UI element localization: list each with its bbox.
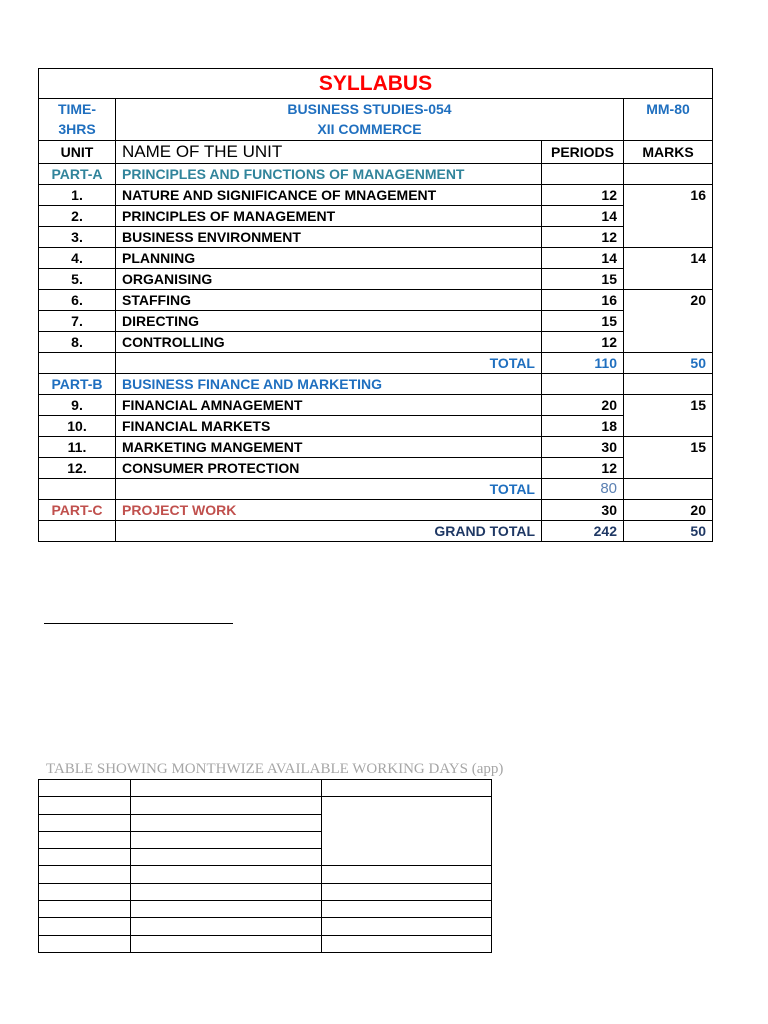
total-periods: 110 bbox=[542, 353, 624, 374]
part-a-row bbox=[39, 164, 713, 185]
total-periods: 80 bbox=[542, 479, 624, 500]
syllabus-table bbox=[38, 68, 713, 542]
table-row: 12. CONSUMER PROTECTION 12 bbox=[39, 458, 713, 479]
part-c-row bbox=[39, 500, 713, 521]
part-label: PART-A bbox=[39, 164, 116, 185]
total-marks: 50 bbox=[624, 353, 713, 374]
header-unit: UNIT bbox=[39, 141, 116, 164]
table-row bbox=[39, 935, 492, 952]
part-title: PRINCIPLES AND FUNCTIONS OF MANAGENMENT bbox=[116, 164, 542, 185]
table-row: 11. MARKETING MANGEMENT 30 15 bbox=[39, 437, 713, 458]
table-row bbox=[39, 866, 492, 883]
grand-total-periods: 242 bbox=[542, 521, 624, 542]
table-row: 10. FINANCIAL MARKETS 18 bbox=[39, 416, 713, 437]
table-row bbox=[39, 797, 492, 814]
grand-total-row bbox=[39, 521, 713, 542]
table-row: 2. PRINCIPLES OF MANAGEMENT 14 bbox=[39, 206, 713, 227]
max-marks: MM-80 bbox=[624, 99, 713, 141]
part-label: PART-C bbox=[39, 500, 116, 521]
table-row: 6. STAFFING 16 20 bbox=[39, 290, 713, 311]
table-row: 7. DIRECTING 15 bbox=[39, 311, 713, 332]
table-row: 5. ORGANISING 15 bbox=[39, 269, 713, 290]
total-label: TOTAL bbox=[116, 479, 542, 500]
part-title: PROJECT WORK bbox=[116, 500, 542, 521]
marks-group: 20 bbox=[624, 290, 713, 353]
marks-group: 16 bbox=[624, 185, 713, 248]
syllabus-title: SYLLABUS bbox=[39, 69, 713, 99]
part-marks: 20 bbox=[624, 500, 713, 521]
footnote-rule bbox=[44, 623, 233, 624]
part-title: BUSINESS FINANCE AND MARKETING bbox=[116, 374, 542, 395]
total-label: TOTAL bbox=[116, 353, 542, 374]
grand-total-marks: 50 bbox=[624, 521, 713, 542]
table-row bbox=[39, 883, 492, 900]
marks-group: 15 bbox=[624, 395, 713, 437]
table-row: 1. NATURE AND SIGNIFICANCE OF MNAGEMENT 12 16 bbox=[39, 185, 713, 206]
part-b-row bbox=[39, 374, 713, 395]
table-row: 8. CONTROLLING 12 bbox=[39, 332, 713, 353]
header-periods: PERIODS bbox=[542, 141, 624, 164]
marks-group: 15 bbox=[624, 437, 713, 479]
table-row: 3. BUSINESS ENVIRONMENT 12 bbox=[39, 227, 713, 248]
table-row bbox=[39, 901, 492, 918]
working-days-table bbox=[38, 779, 492, 953]
header-name: NAME OF THE UNIT bbox=[116, 141, 542, 164]
working-days-caption: TABLE SHOWING MONTHWIZE AVAILABLE WORKING DAYS (app) bbox=[46, 761, 504, 777]
table-row bbox=[39, 780, 492, 797]
exam-time: TIME- 3HRS bbox=[39, 99, 116, 141]
grand-total-label: GRAND TOTAL bbox=[116, 521, 542, 542]
marks-group: 14 bbox=[624, 248, 713, 290]
subject-name: BUSINESS STUDIES-054 XII COMMERCE bbox=[116, 99, 624, 141]
part-b-total-row bbox=[39, 479, 713, 500]
part-periods: 30 bbox=[542, 500, 624, 521]
table-row: 4. PLANNING 14 14 bbox=[39, 248, 713, 269]
part-a-total-row bbox=[39, 353, 713, 374]
header-marks: MARKS bbox=[624, 141, 713, 164]
table-row bbox=[39, 918, 492, 935]
part-label: PART-B bbox=[39, 374, 116, 395]
table-row: 9. FINANCIAL AMNAGEMENT 20 15 bbox=[39, 395, 713, 416]
